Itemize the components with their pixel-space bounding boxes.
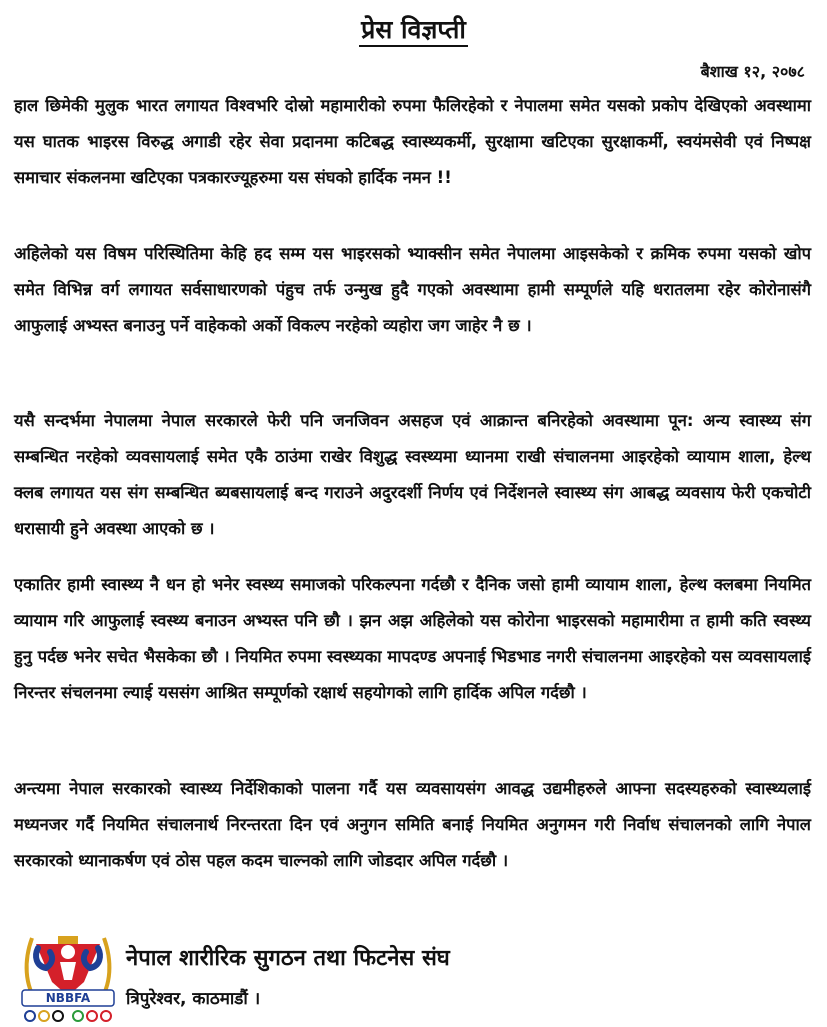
paragraph-2: अहिलेको यस विषम परिस्थितिमा केहि हद सम्म यस भाइरसको भ्याक्सीन समेत नेपालमा आइसकेको र क्रमिक रुपमा यसको खोप समेत विभिन्न वर्ग लगायत सर्वसाधारणको पंहुच तर्फ उन्मुख हुदै गएको अवस्थामा हामी सम्पूर्णले यहि धरातलमा रहेर कोरोनासंगै आफुलाई अभ्यस्त बनाउनु पर्ने वाहेकको अर्को विकल्प नरहेको व्यहोरा जग जाहेर नै छ । <box>14 244 811 335</box>
release-date: बैशाख १२, २०७८ <box>700 62 805 81</box>
press-release-title <box>0 12 827 46</box>
title-text: प्रेस विज्ञप्ती <box>359 15 468 47</box>
nbbfa-logo-icon <box>14 930 122 1022</box>
paragraph-3: यसै सन्दर्भमा नेपालमा नेपाल सरकारले फेरी पनि जनजिवन असहज एवं आक्रान्त बनिरहेको अवस्थामा पून: अन्य स्वास्थ्य संग सम्बन्धित नरहेको व्यवसायलाई समेत एकै ठाउंमा राखेर विशुद्ध स्वस्थ्यमा ध्यानमा राखी संचालनमा आइरहेको व्यायाम शाला, हेल्थ क्लब लगायत यस संग सम्बन्धित ब्यबसायलाई बन्द गराउने अदुरदर्शी निर्णय एवं निर्देशनले स्वास्थ्य संग आबद्ध व्यवसाय फेरी एकचोटी धरासायी हुने अवस्था आएको छ । <box>14 411 811 538</box>
organization-name: नेपाल शारीरिक सुगठन तथा फिटनेस संघ <box>126 946 450 971</box>
organization-address: त्रिपुरेश्वर, काठमाडौं । <box>126 989 261 1009</box>
paragraph-4: एकातिर हामी स्वास्थ्य नै धन हो भनेर स्वस्थ्य समाजको परिकल्पना गर्दछौ र दैनिक जसो हामी व्यायाम शाला, हेल्थ क्लबमा नियमित व्यायाम गरि आफुलाई स्वस्थ्य बनाउन अभ्यस्त पनि छौ । झन अझ अहिलेको यस कोरोना भाइरसको महामारीमा त हामी कति स्वस्थ्य हुनु पर्दछ भनेर सचेत भैसकेका छौ । नियमित रुपमा स्वस्थ्यका मापदण्ड अपनाई भिडभाड नगरी संचालनमा आइरहेको यस व्यवसायलाई निरन्तर संचलनमा ल्याई यससंग आश्रित सम्पूर्णको रक्षार्थ सहयोगको लागि हार्दिक अपिल गर्दछौ । <box>14 575 811 702</box>
logo-label: NBBFA <box>45 991 91 1005</box>
paragraph-5: अन्त्यमा नेपाल सरकारको स्वास्थ्य निर्देशिकाको पालना गर्दै यस व्यवसायसंग आवद्ध उद्यमीहरुले आफ्ना सदस्यहरुको स्वास्थ्यलाई मध्यनजर गर्दै नियमित संचालनार्थ निरन्तरता दिन एवं अनुगन समिति बनाई नियमित अनुगमन गरी निर्वाध संचालनको लागि नेपाल सरकारको ध्यानाकर्षण एवं ठोस पहल कदम चाल्नको लागि जोडदार अपिल गर्दछौ । <box>14 779 811 870</box>
paragraph-1: हाल छिमेकी मुलुक भारत लगायत विश्वभरि दोस्रो महामारीको रुपमा फैलिरहेको र नेपालमा समेत यसको प्रकोप देखिएको अवस्थामा यस घातक भाइरस विरुद्ध अगाडी रहेर सेवा प्रदानमा कटिबद्ध स्वास्थ्यकर्मी, सुरक्षामा खटिएका सुरक्षाकर्मी, स्वयंमसेवी एवं निष्पक्ष समाचार संकलनमा खटिएका पत्रकारज्यूहरुमा यस संघको हार्दिक नमन !! <box>14 96 811 187</box>
